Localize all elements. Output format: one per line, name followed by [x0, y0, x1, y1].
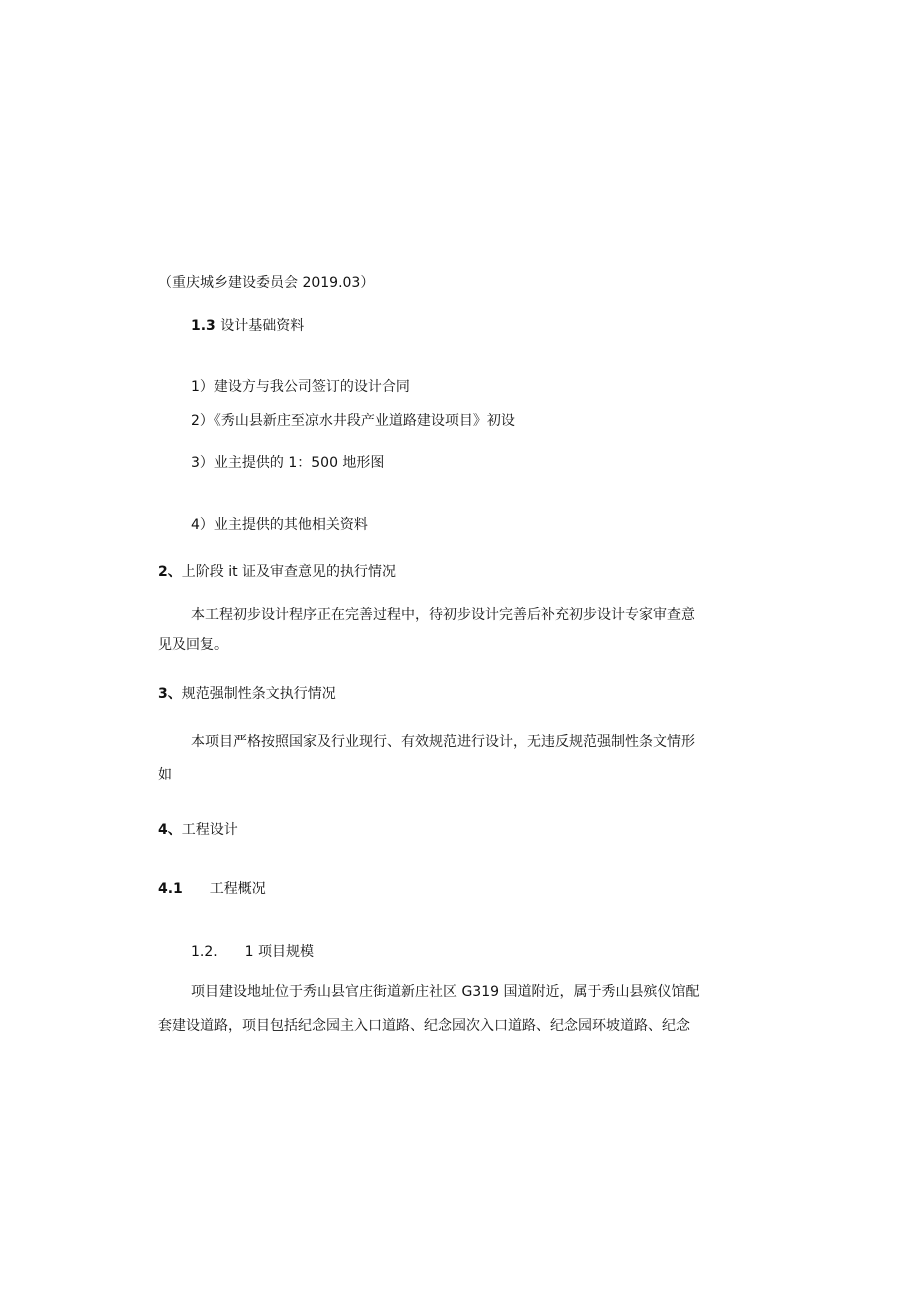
- paragraph-line: 项目建设地址位于秀山县官庄街道新庄社区 G319 国道附近，属于秀山县殡仪馆配: [191, 984, 700, 1000]
- list-item: 3）业主提供的 1：500 地形图: [191, 455, 385, 471]
- paragraph-line: 本工程初步设计程序正在完善过程中，待初步设计完善后补充初步设计专家审查意: [191, 607, 695, 623]
- section-number: 1.3: [191, 318, 216, 334]
- list-item: 2）《秀山县新庄至凉水井段产业道路建设项目》初设: [191, 413, 515, 429]
- section-number: 4、: [158, 822, 182, 838]
- paragraph-line: 本项目严格按照国家及行业现行、有效规范进行设计，无违反规范强制性条文情形: [191, 734, 695, 750]
- section-number: 4.1: [158, 881, 183, 897]
- section-title: 工程设计: [181, 822, 238, 838]
- section-1-3-heading: [191, 317, 304, 335]
- section-3-heading: [158, 685, 336, 703]
- subsection-number: 1.2.: [191, 944, 218, 960]
- section-2-heading: [158, 563, 396, 581]
- list-item: 1）建设方与我公司签订的设计合同: [191, 379, 410, 395]
- section-title: 工程概况: [209, 881, 266, 897]
- section-4-heading: [158, 821, 238, 839]
- subsection-title: 1 项目规模: [244, 944, 314, 960]
- section-title: 规范强制性条文执行情况: [181, 686, 336, 702]
- section-title: 上阶段 it 证及审查意见的执行情况: [181, 564, 397, 580]
- section-4-1-heading: [158, 880, 266, 898]
- paragraph-line: 套建设道路，项目包括纪念园主入口道路、纪念园次入口道路、纪念园环坡道路、纪念: [158, 1018, 690, 1034]
- section-number: 3、: [158, 686, 182, 702]
- subsection-heading: [191, 943, 314, 961]
- list-item: 4）业主提供的其他相关资料: [191, 517, 368, 533]
- paragraph-line: 如: [158, 767, 172, 783]
- paragraph-line: 见及回复。: [158, 637, 228, 653]
- section-title: 设计基础资料: [220, 318, 305, 334]
- section-number: 2、: [158, 564, 182, 580]
- reference-note: （重庆城乡建设委员会 2019.03）: [158, 275, 375, 291]
